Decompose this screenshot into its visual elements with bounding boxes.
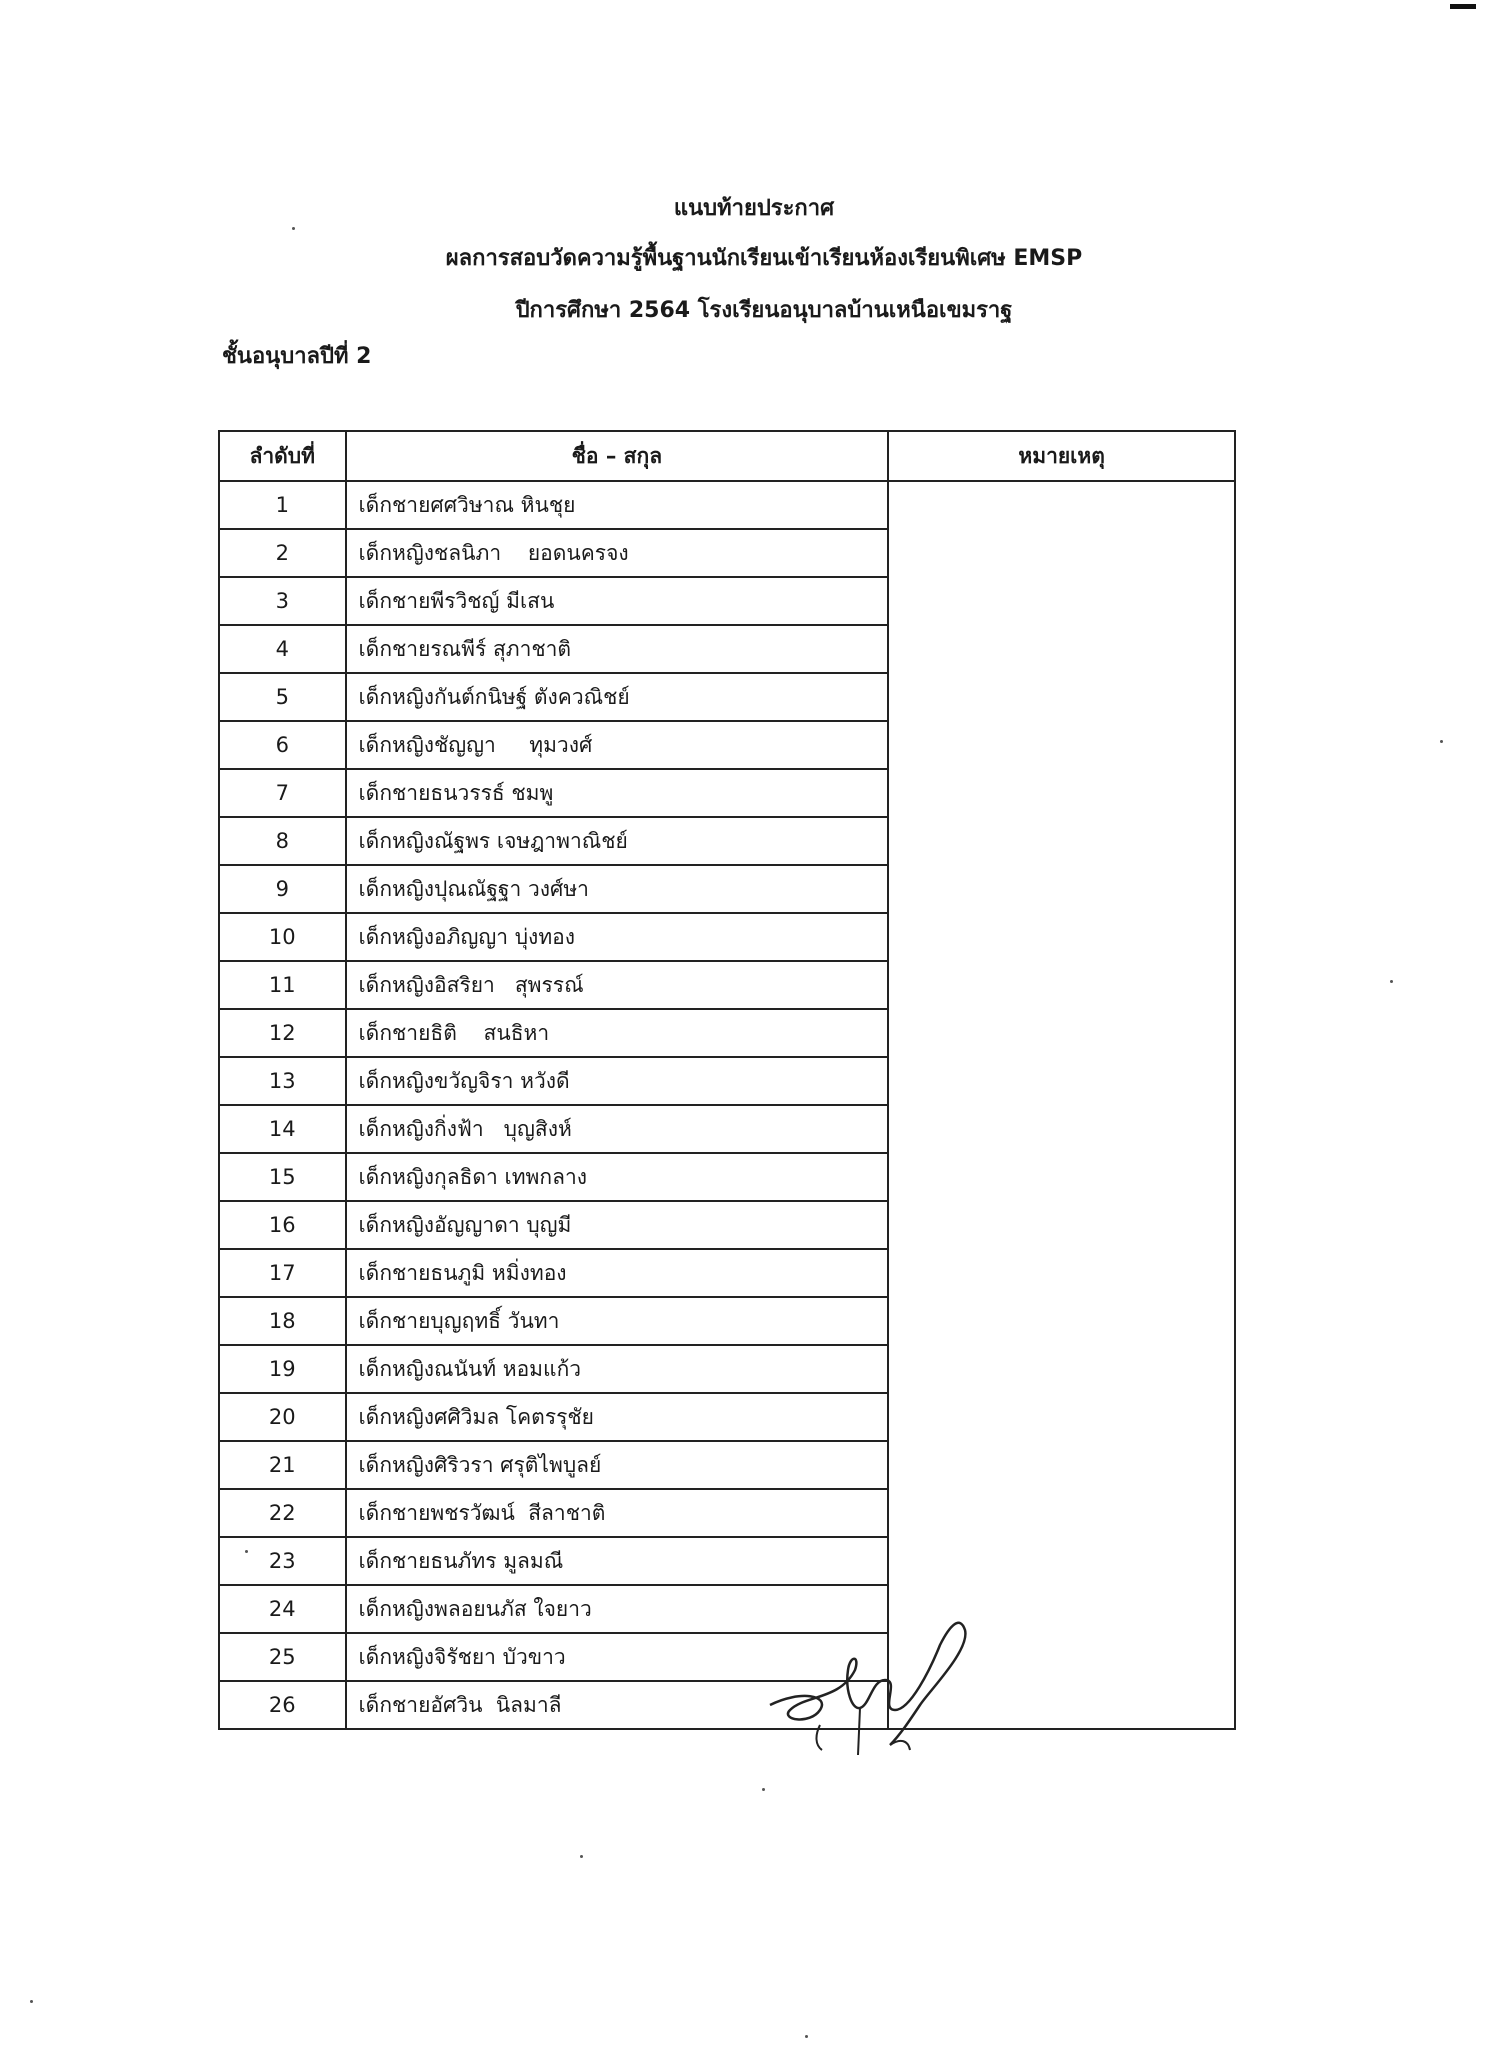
student-name: เด็กหญิงพลอยนภัส ใจยาว	[346, 1585, 889, 1633]
row-number: 7	[219, 769, 346, 817]
row-number: 4	[219, 625, 346, 673]
student-name: เด็กหญิงอัญญาดา บุญมี	[346, 1201, 889, 1249]
class-level-label: ชั้นอนุบาลปีที่ 2	[222, 344, 372, 369]
column-header-name: ชื่อ – สกุล	[346, 431, 889, 481]
scan-speck	[805, 2035, 808, 2038]
signature-image	[760, 1610, 980, 1760]
student-results-table	[218, 430, 1236, 1730]
row-number: 26	[219, 1681, 346, 1729]
student-name: เด็กชายพีรวิชญ์ มีเสน	[346, 577, 889, 625]
table-header-row	[219, 431, 1235, 481]
student-name: เด็กชายพชรวัฒน์ สีลาชาติ	[346, 1489, 889, 1537]
row-number: 12	[219, 1009, 346, 1057]
row-number: 5	[219, 673, 346, 721]
row-number: 14	[219, 1105, 346, 1153]
row-number: 3	[219, 577, 346, 625]
table-body	[219, 481, 1235, 1729]
row-number: 22	[219, 1489, 346, 1537]
student-name: เด็กหญิงณัฐพร เจษฎาพาณิชย์	[346, 817, 889, 865]
student-name: เด็กชายธนภัทร มูลมณี	[346, 1537, 889, 1585]
document-heading: แนบท้ายประกาศ	[673, 196, 835, 221]
student-name: เด็กชายธิติ สนธิหา	[346, 1009, 889, 1057]
student-name: เด็กหญิงขวัญจิรา หวังดี	[346, 1057, 889, 1105]
scan-mark	[1450, 4, 1476, 9]
scan-speck	[580, 1855, 583, 1858]
student-name: เด็กหญิงอภิญญา บุ่งทอง	[346, 913, 889, 961]
row-number: 16	[219, 1201, 346, 1249]
row-number: 10	[219, 913, 346, 961]
column-header-remarks: หมายเหตุ	[888, 431, 1235, 481]
student-name: เด็กชายศศวิษาณ หินชุย	[346, 481, 889, 529]
row-number: 9	[219, 865, 346, 913]
student-name: เด็กชายอัศวิน นิลมาลี	[346, 1681, 889, 1729]
student-name: เด็กหญิงศศิวิมล โคตรรุชัย	[346, 1393, 889, 1441]
student-name: เด็กหญิงอิสริยา สุพรรณ์	[346, 961, 889, 1009]
row-number: 2	[219, 529, 346, 577]
row-number: 15	[219, 1153, 346, 1201]
row-number: 20	[219, 1393, 346, 1441]
row-number: 1	[219, 481, 346, 529]
document-subtitle: ปีการศึกษา 2564 โรงเรียนอนุบาลบ้านเหนือเขมราฐ	[515, 298, 1013, 323]
student-name: เด็กหญิงปุณณัฐฐา วงศ์ษา	[346, 865, 889, 913]
scan-speck	[292, 227, 295, 230]
row-number: 21	[219, 1441, 346, 1489]
student-name: เด็กหญิงกันต์กนิษฐ์ ตังควณิชย์	[346, 673, 889, 721]
row-number: 19	[219, 1345, 346, 1393]
remarks-cell	[888, 481, 1235, 1729]
student-name: เด็กหญิงชลนิภา ยอดนครจง	[346, 529, 889, 577]
student-name: เด็กชายรณพีร์ สุภาชาติ	[346, 625, 889, 673]
scan-speck	[245, 1550, 248, 1553]
row-number: 23	[219, 1537, 346, 1585]
row-number: 25	[219, 1633, 346, 1681]
scan-speck	[762, 1788, 765, 1791]
row-number: 13	[219, 1057, 346, 1105]
row-number: 17	[219, 1249, 346, 1297]
student-name: เด็กชายธนวรรธ์ ชมพู	[346, 769, 889, 817]
row-number: 11	[219, 961, 346, 1009]
student-name: เด็กชายธนภูมิ หมิ่งทอง	[346, 1249, 889, 1297]
student-name: เด็กชายบุญฤทธิ์ วันทา	[346, 1297, 889, 1345]
row-number: 6	[219, 721, 346, 769]
table-row	[219, 481, 1235, 529]
scan-speck	[1440, 740, 1443, 743]
document-title: ผลการสอบวัดความรู้พื้นฐานนักเรียนเข้าเรียนห้องเรียนพิเศษ EMSP	[445, 246, 1083, 271]
student-name: เด็กหญิงศิริวรา ศรุติไพบูลย์	[346, 1441, 889, 1489]
student-name: เด็กหญิงกิ่งฟ้า บุญสิงห์	[346, 1105, 889, 1153]
student-name: เด็กหญิงกุลธิดา เทพกลาง	[346, 1153, 889, 1201]
scan-speck	[30, 2000, 33, 2003]
student-name: เด็กหญิงจิรัชยา บัวขาว	[346, 1633, 889, 1681]
row-number: 18	[219, 1297, 346, 1345]
scan-speck	[1390, 980, 1393, 983]
column-header-order: ลำดับที่	[219, 431, 346, 481]
row-number: 24	[219, 1585, 346, 1633]
row-number: 8	[219, 817, 346, 865]
student-name: เด็กหญิงชัญญา ทุมวงศ์	[346, 721, 889, 769]
student-name: เด็กหญิงณนันท์ หอมแก้ว	[346, 1345, 889, 1393]
